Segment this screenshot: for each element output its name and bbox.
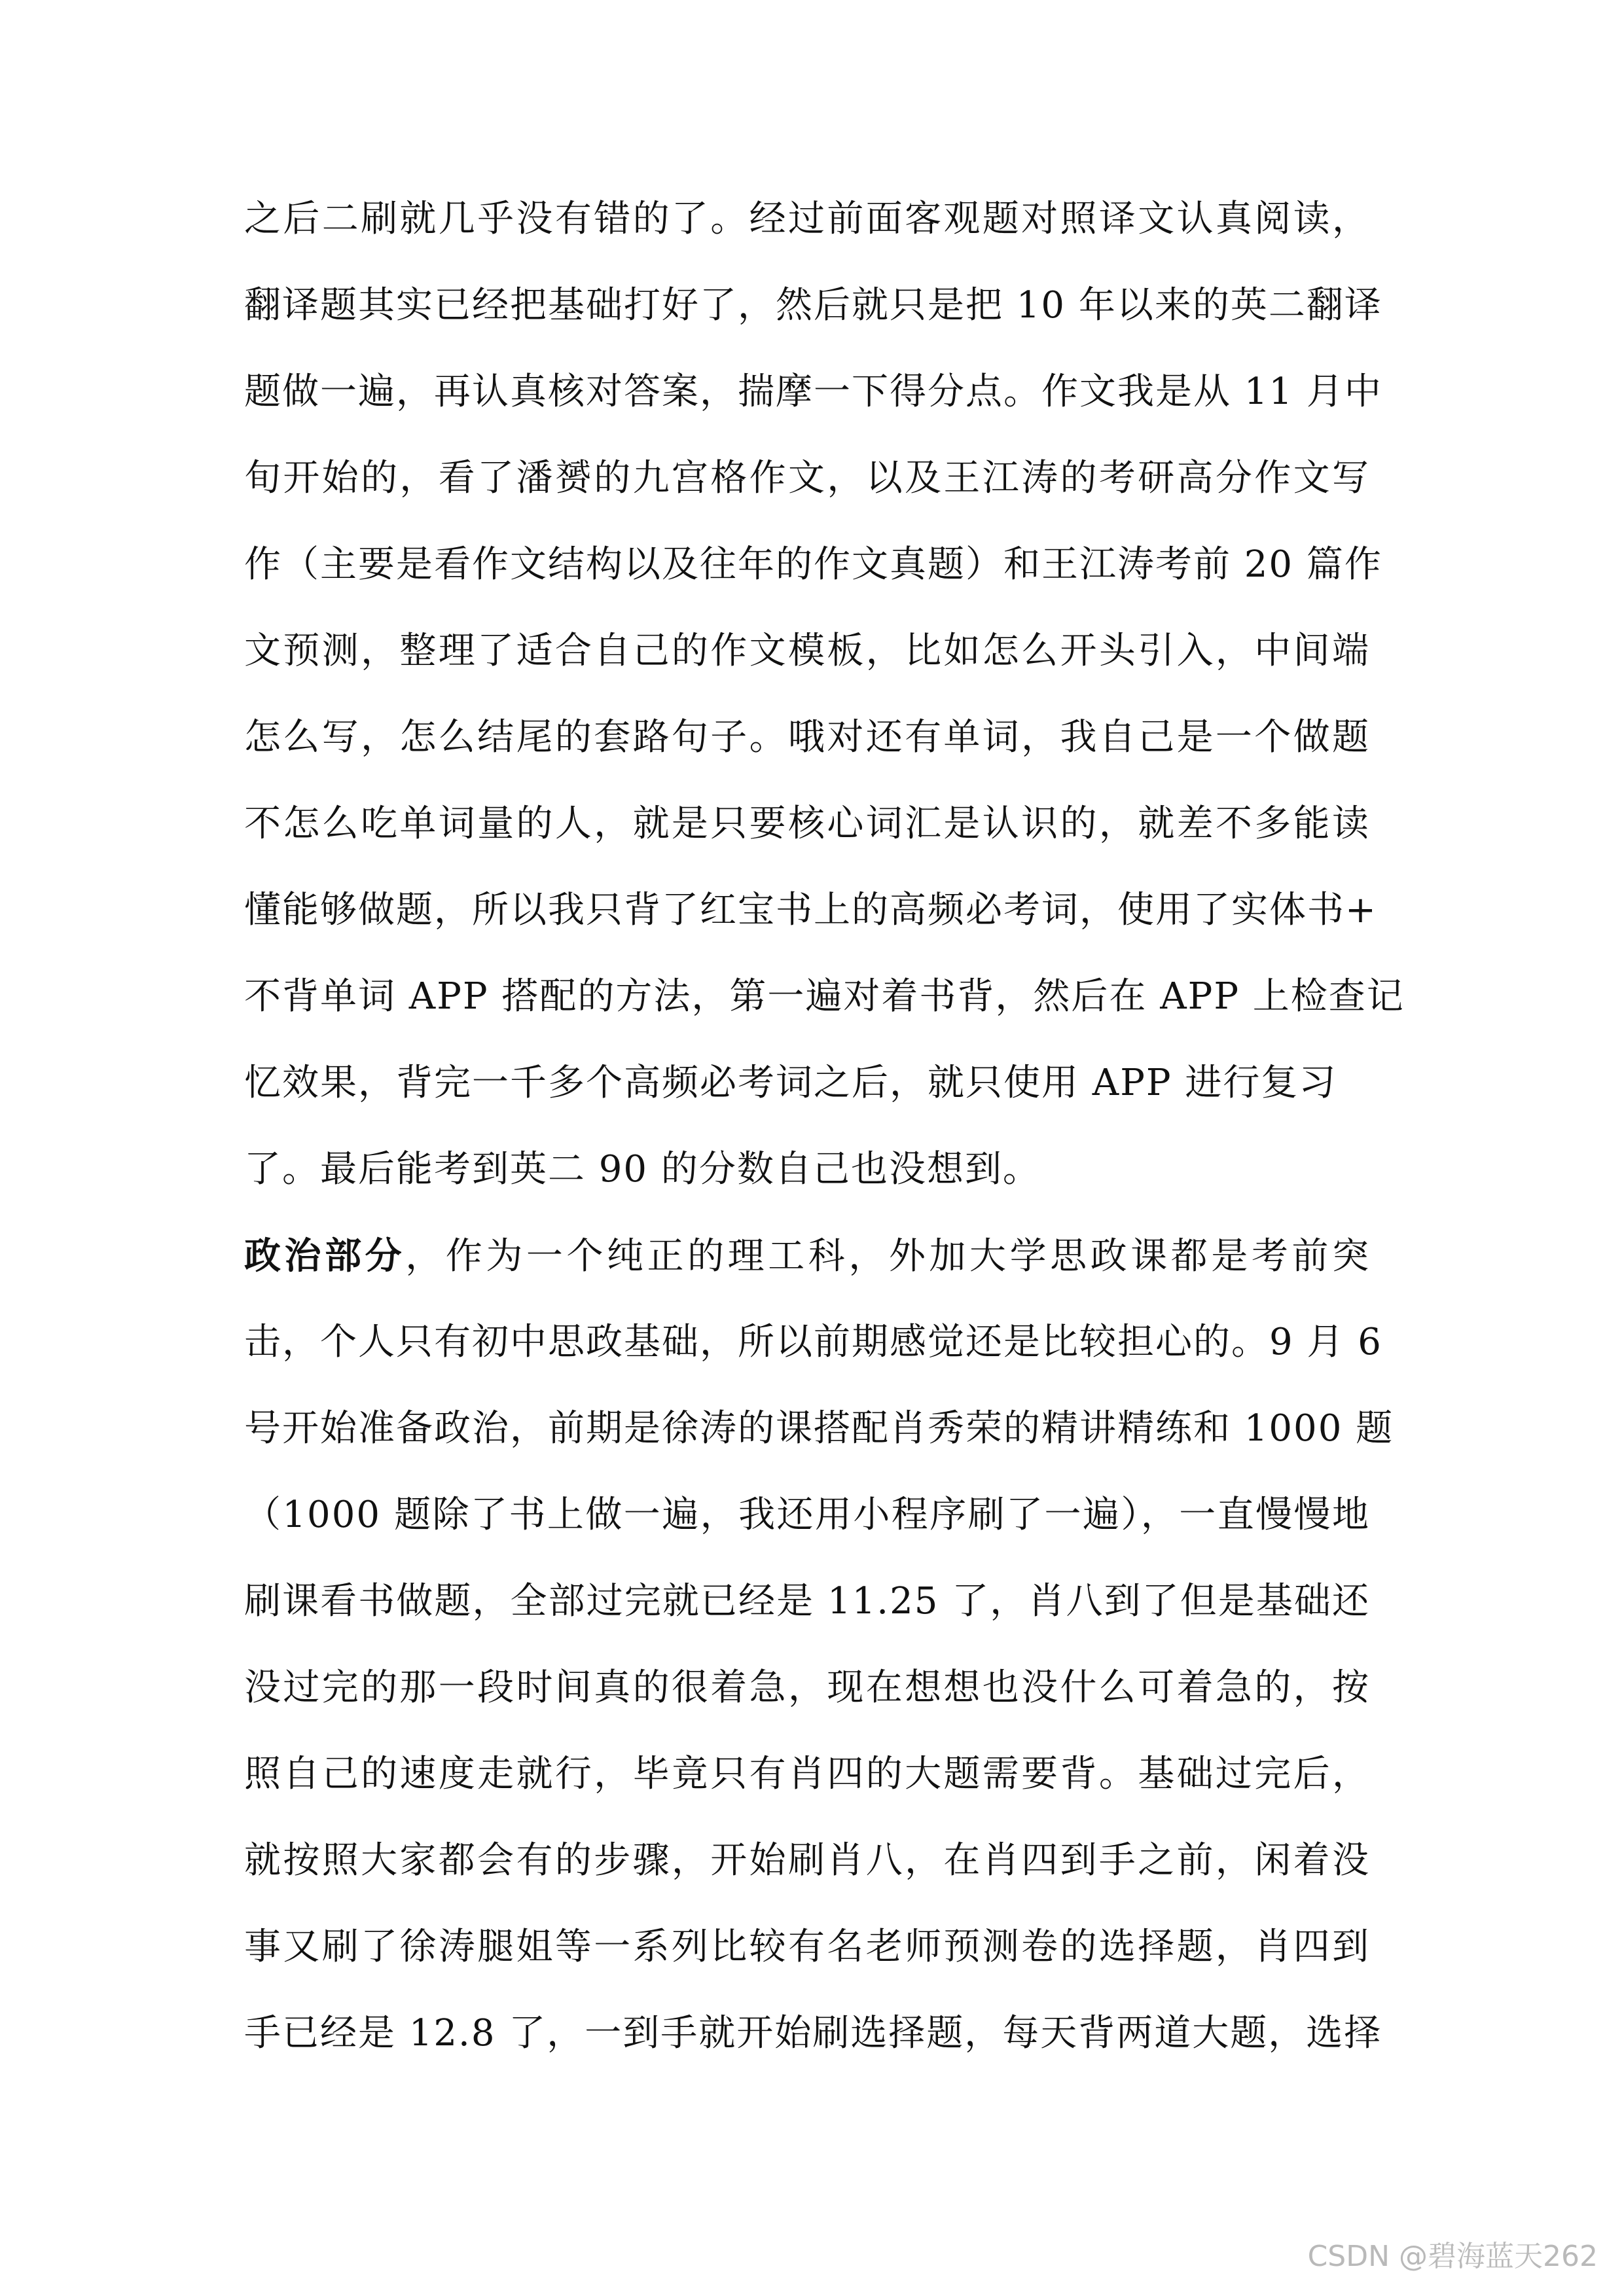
text-line: 刷课看书做题，全部过完就已经是 11.25 了，肖八到了但是基础还 [244, 1580, 1370, 1623]
text-line: 就按照大家都会有的步骤，开始刷肖八，在肖四到手之前，闲着没 [244, 1839, 1370, 1882]
text-line: 手已经是 12.8 了，一到手就开始刷选择题，每天背两道大题，选择 [244, 2012, 1382, 2054]
text-line: 懂能够做题，所以我只背了红宝书上的高频必考词，使用了实体书+ [244, 889, 1377, 931]
text-line: 文预测，整理了适合自己的作文模板，比如怎么开头引入，中间端 [244, 630, 1370, 672]
text-line: 照自己的速度走就行，毕竟只有肖四的大题需要背。基础过完后， [244, 1753, 1370, 1795]
text-line: 之后二刷就几乎没有错的了。经过前面客观题对照译文认真阅读， [244, 198, 1370, 240]
text-line: 怎么写，怎么结尾的套路句子。哦对还有单词，我自己是一个做题 [244, 716, 1370, 759]
text-line-rest: ，作为一个纯正的理工科，外加大学思政课都是考前突 [405, 1235, 1371, 1278]
csdn-watermark: CSDN @碧海蓝天262 [1307, 2240, 1598, 2273]
text-line: 忆效果，背完一千多个高频必考词之后，就只使用 APP 进行复习 [244, 1062, 1337, 1104]
text-line: 事又刷了徐涛腿姐等一系列比较有名老师预测卷的选择题，肖四到 [244, 1926, 1370, 1968]
text-line: 不怎么吃单词量的人，就是只要核心词汇是认识的，就差不多能读 [244, 802, 1370, 845]
section-heading: 政治部分 [244, 1234, 406, 1278]
text-line: 翻译题其实已经把基础打好了，然后就只是把 10 年以来的英二翻译 [244, 284, 1382, 327]
text-line: （1000 题除了书上做一遍，我还用小程序刷了一遍），一直慢慢地 [244, 1494, 1370, 1536]
text-line: 击，个人只有初中思政基础，所以前期感觉还是比较担心的。9 月 6 [244, 1321, 1382, 1363]
text-line: 了。最后能考到英二 90 的分数自己也没想到。 [244, 1148, 1041, 1191]
section-heading-line [244, 1233, 1370, 1280]
text-line: 号开始准备政治，前期是徐涛的课搭配肖秀荣的精讲精练和 1000 题 [244, 1407, 1394, 1450]
text-line: 题做一遍，再认真核对答案，揣摩一下得分点。作文我是从 11 月中 [244, 370, 1382, 413]
text-line: 作（主要是看作文结构以及往年的作文真题）和王江涛考前 20 篇作 [244, 543, 1382, 586]
text-line: 不背单词 APP 搭配的方法，第一遍对着书背，然后在 APP 上检查记 [244, 975, 1405, 1018]
text-line: 没过完的那一段时间真的很着急，现在想想也没什么可着急的，按 [244, 1666, 1370, 1709]
text-line: 旬开始的，看了潘赟的九宫格作文，以及王江涛的考研高分作文写 [244, 457, 1370, 499]
